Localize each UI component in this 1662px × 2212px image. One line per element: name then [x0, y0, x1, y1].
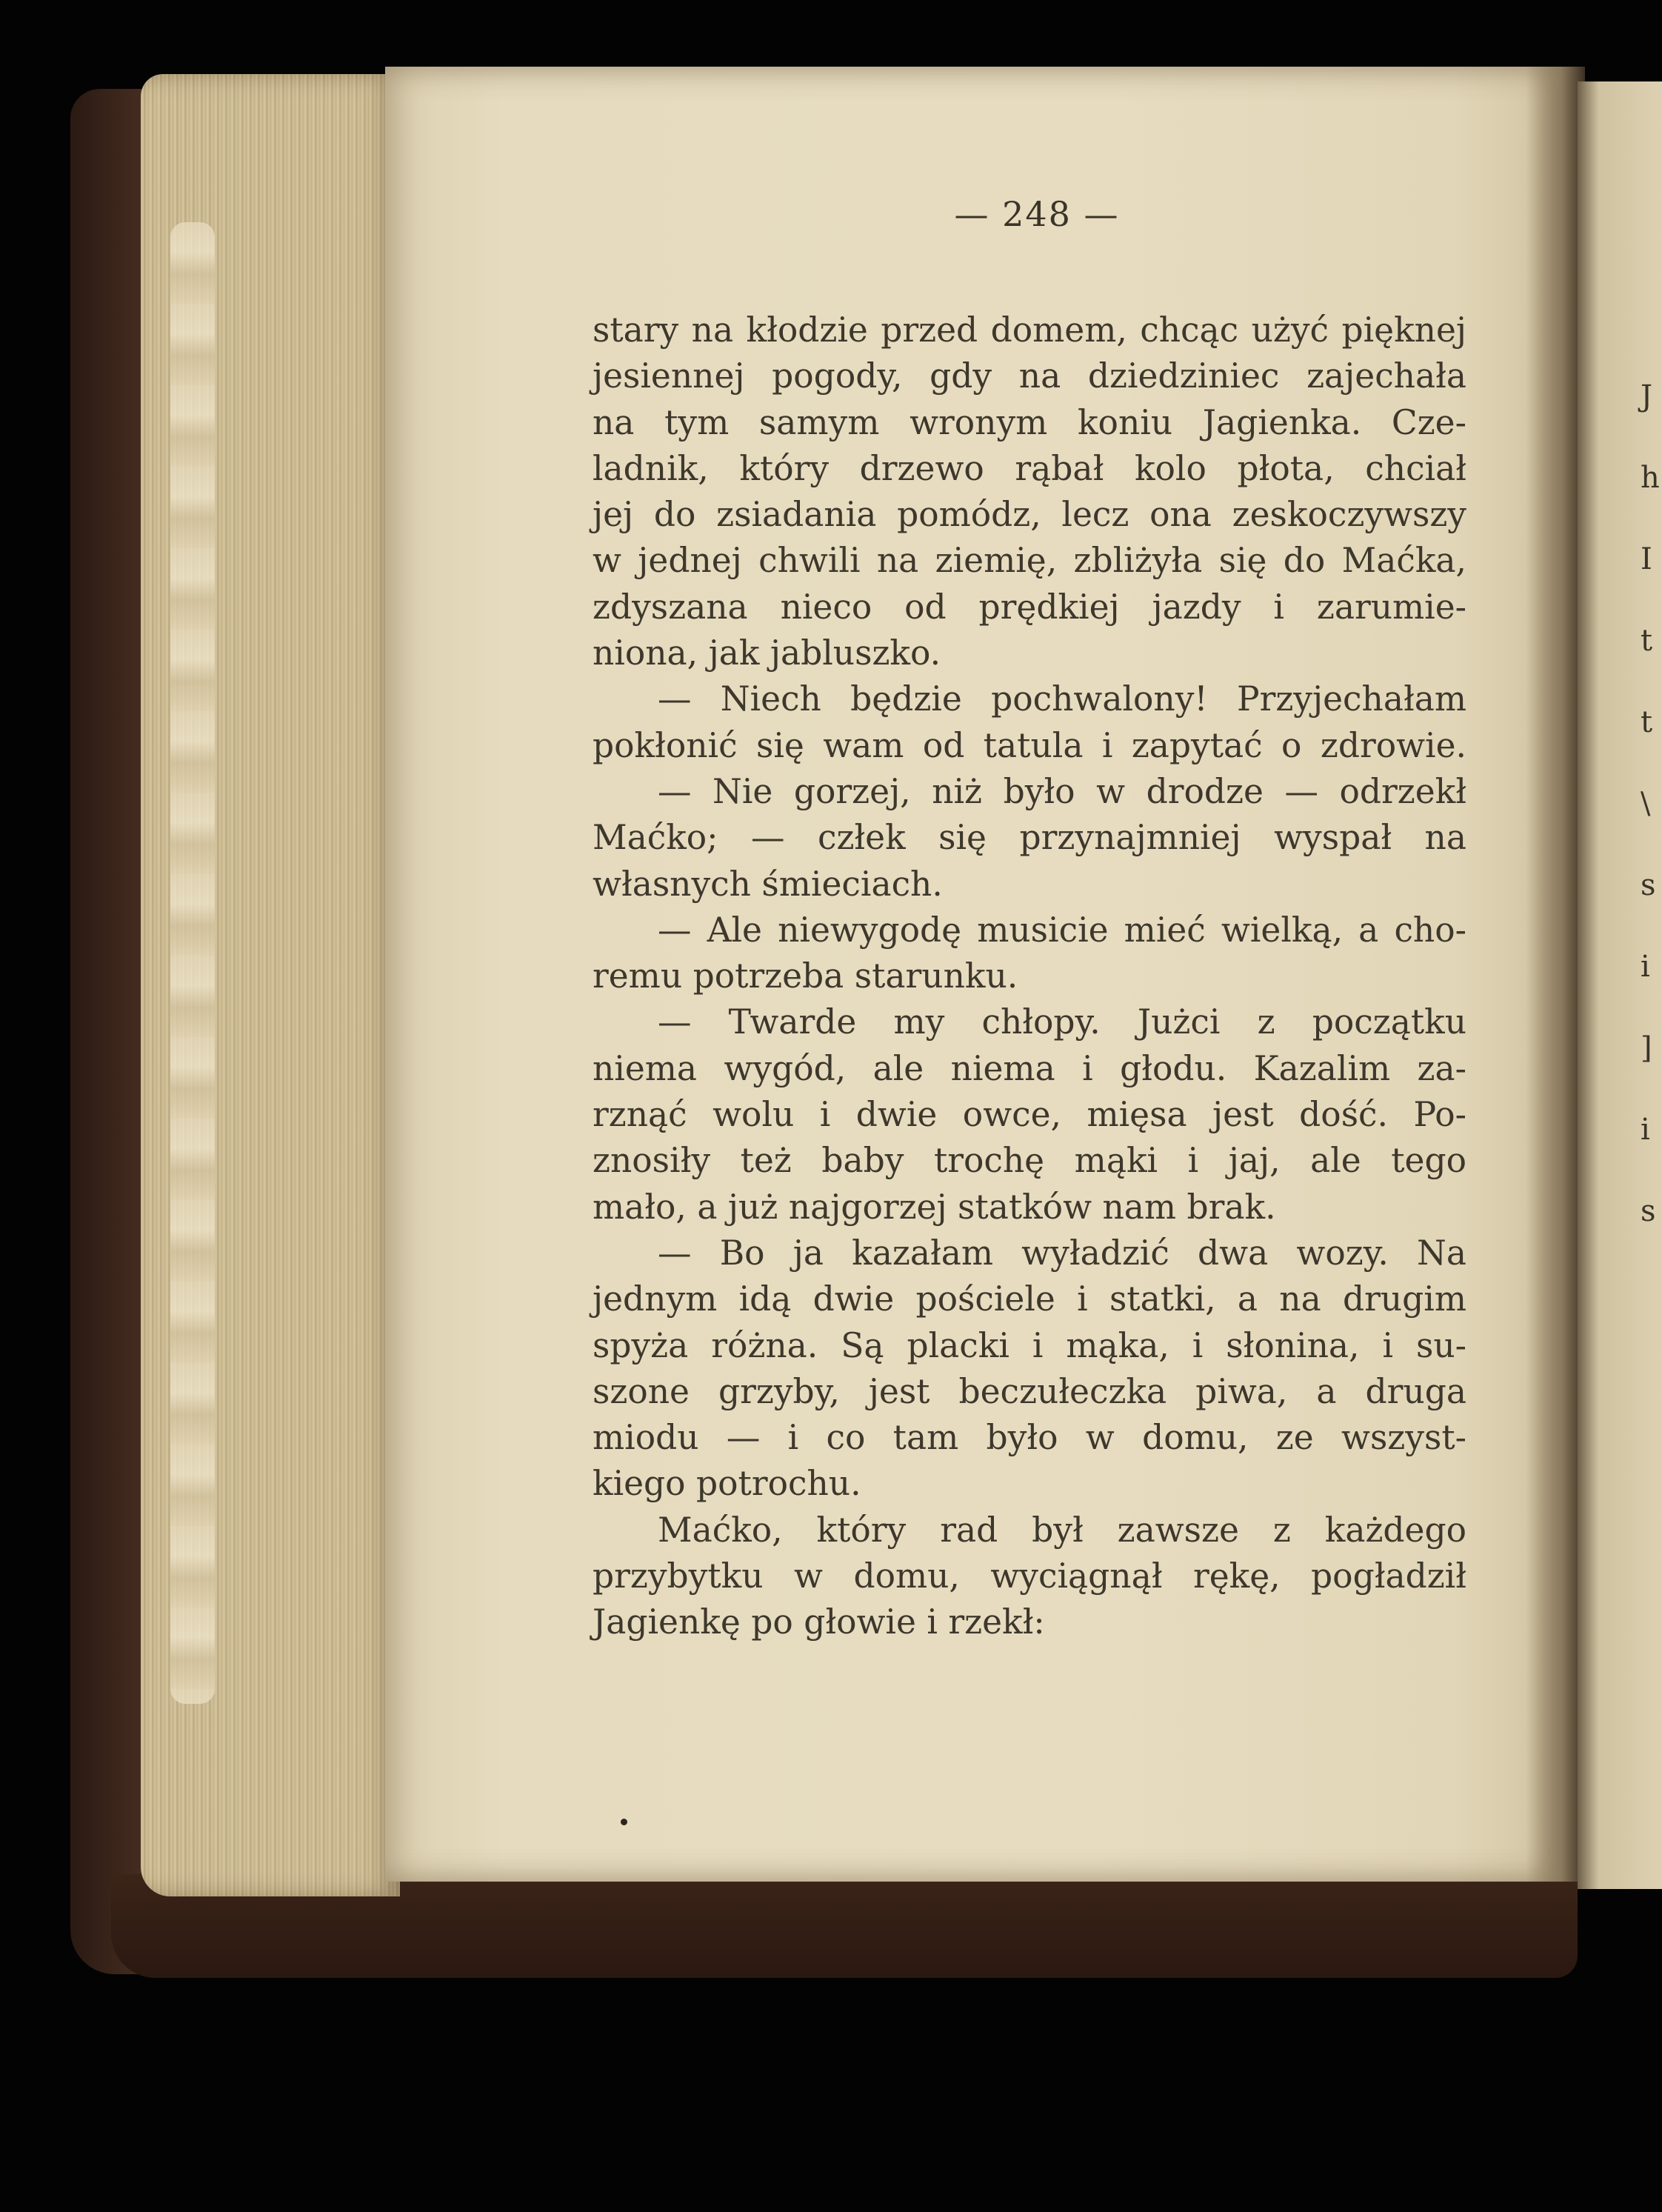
- text-line: przybytku w domu, wyciągnął rękę, pogładził: [593, 1556, 1466, 1596]
- facing-page-char: i: [1641, 950, 1650, 984]
- text-line: jej do zsiadania pomódz, lecz ona zeskoczywszy: [593, 495, 1466, 535]
- text-line: stary na kłodzie przed domem, chcąc użyć pięknej: [593, 310, 1466, 350]
- text-line: Jagienkę po głowie i rzekł:: [593, 1602, 1045, 1642]
- facing-page-char: ]: [1641, 1031, 1652, 1065]
- text-line: własnych śmieciach.: [593, 864, 943, 904]
- facing-page-char: \: [1641, 787, 1651, 821]
- book-gutter: [1526, 67, 1585, 1882]
- page-number: — 248 —: [954, 194, 1120, 234]
- text-line: znosiły też baby trochę mąki i jaj, ale tego: [593, 1141, 1466, 1181]
- facing-page-char: I: [1641, 542, 1652, 576]
- facing-page-char: i: [1641, 1113, 1650, 1147]
- text-line: niona, jak jabluszko.: [593, 633, 941, 673]
- text-line: zdyszana nieco od prędkiej jazdy i zarumie-: [593, 587, 1466, 627]
- page-text: [593, 307, 1466, 1646]
- text-line: — Nie gorzej, niż było w drodze — odrzekł: [658, 771, 1466, 811]
- text-line: — Ale niewygodę musicie mieć wielką, a cho-: [658, 910, 1466, 950]
- text-line: na tym samym wronym koniu Jagienka. Cze-: [593, 402, 1466, 442]
- facing-page-char: s: [1641, 1194, 1656, 1228]
- worn-page-edge: [170, 222, 215, 1704]
- facing-page-fragments: [1641, 356, 1662, 1252]
- text-line: — Niech będzie pochwalony! Przyjechałam: [658, 679, 1466, 719]
- facing-page-char: h: [1641, 461, 1660, 495]
- text-line: ladnik, który drzewo rąbał kolo płota, chciał: [593, 448, 1466, 488]
- facing-page-char: t: [1641, 705, 1653, 739]
- text-line: mało, a już najgorzej statków nam brak.: [593, 1187, 1276, 1227]
- text-line: — Bo ja kazałam wyładzić dwa wozy. Na: [658, 1233, 1466, 1273]
- text-line: kiego potrochu.: [593, 1464, 861, 1504]
- text-line: szone grzyby, jest beczułeczka piwa, a druga: [593, 1371, 1466, 1411]
- facing-page-char: J: [1641, 379, 1653, 413]
- text-line: jednym idą dwie pościele i statki, a na drugim: [593, 1279, 1466, 1319]
- text-line: Maćko; — człek się przynajmniej wyspał na: [593, 818, 1466, 858]
- facing-page-char: t: [1641, 624, 1653, 658]
- ink-speck: [621, 1819, 627, 1825]
- text-line: rznąć wolu i dwie owce, mięsa jest dość. Po-: [593, 1095, 1466, 1135]
- text-line: remu potrzeba starunku.: [593, 956, 1018, 996]
- text-line: niema wygód, ale niema i głodu. Kazalim za-: [593, 1048, 1466, 1088]
- text-line: w jednej chwili na ziemię, zbliżyła się do Maćka,: [593, 541, 1466, 581]
- text-line: miodu — i co tam było w domu, ze wszyst-: [593, 1418, 1466, 1458]
- text-line: Maćko, który rad był zawsze z każdego: [658, 1510, 1466, 1550]
- text-line: spyża różna. Są placki i mąka, i słonina, i su-: [593, 1325, 1466, 1365]
- text-line: pokłonić się wam od tatula i zapytać o zdrowie.: [593, 725, 1466, 765]
- text-line: jesiennej pogody, gdy na dziedziniec zajechała: [593, 356, 1466, 396]
- facing-page-char: s: [1641, 868, 1656, 902]
- text-line: — Twarde my chłopy. Jużci z początku: [658, 1002, 1466, 1042]
